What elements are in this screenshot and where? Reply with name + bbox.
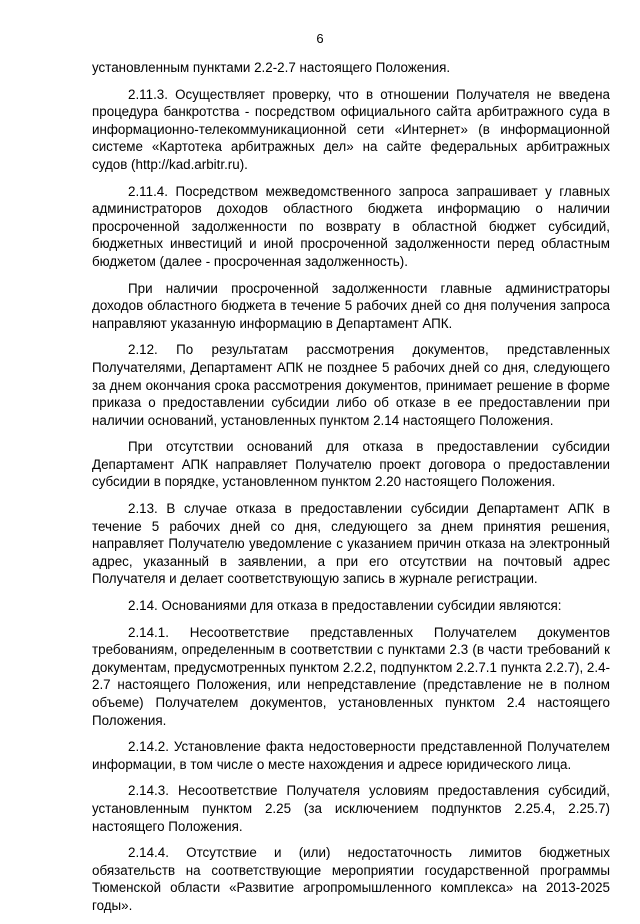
paragraph-2-14-2: 2.14.2. Установление факта недостоверности представленной Получателем информации, в том числе о месте нахождения и адресе юридического лица. (92, 739, 610, 772)
paragraph-2-14: 2.14. Основаниями для отказа в предоставлении субсидии являются: (128, 598, 562, 614)
paragraph-continuation: установленным пунктами 2.2-2.7 настоящего Положения. (92, 60, 451, 75)
paragraph-2-14-3: 2.14.3. Несоответствие Получателя условиям предоставления субсидий, установленным пунктом 2.25 (за исключением подпунктов 2.25.4, 2.25.7) настоящего Положения. (92, 783, 610, 834)
paragraph-2-13: 2.13. В случае отказа в предоставлении субсидии Департамент АПК в течение 5 рабочих дней со дня, следующего за днем принятия решения, направляет Получателю уведомление с указанием причин отказа на электронный адрес, указанный в заявлении, а при его отсутствии на почтовый адрес Получателя и делает соответствующую запись в журнале регистрации. (92, 501, 610, 587)
paragraph-2-11-3: 2.11.3. Осуществляет проверку, что в отношении Получателя не введена процедура банкротства - посредством официального сайта арбитражного суда в информационно-телекоммуникационной сети «Интернет» (в информационной системе «Картотека арбитражных дел» на сайте федеральных арбитражных судов (http://kad.arbitr.ru). (92, 86, 610, 172)
paragraph-overdue-debt: При наличии просроченной задолженности главные администраторы доходов областного бюджета в течение 5 рабочих дней со дня получения запроса направляют указанную информацию в Департамент АПК. (92, 280, 610, 331)
paragraph-2-12: 2.12. По результатам рассмотрения документов, представленных Получателями, Департамент АПК не позднее 5 рабочих дней со дня, следующего за днем окончания срока рассмотрения документов, принимает решение в форме приказа о предоставлении субсидии либо об отказе в ее предоставлении при наличии оснований, установленных пунктом 2.14 настоящего Положения. (92, 342, 610, 428)
document-body (92, 59, 610, 924)
paragraph-no-grounds: При отсутствии оснований для отказа в предоставлении субсидии Департамент АПК направляет Получателю проект договора о предоставлении субсидии в порядке, установленном пунктом 2.20 настоящего Положения. (92, 439, 610, 490)
page-number: 6 (316, 31, 324, 46)
paragraph-2-11-4: 2.11.4. Посредством межведомственного запроса запрашивает у главных администраторов доходов областного бюджета информацию о наличии просроченной задолженности по возврату в областной бюджет субсидий, бюджетных инвестиций и иной просроченной задолженности перед областным бюджетом (далее - просроченная задолженность). (92, 183, 610, 269)
paragraph-2-14-1: 2.14.1. Несоответствие представленных Получателем документов требованиям, определенным в соответствии с пунктами 2.3 (в части требований к документам, предусмотренных пунктом 2.2.2, подпунктом 2.2.7.1 пункта 2.2.7), 2.4-2.7 настоящего Положения, или непредставление (представление не в полном объеме) Получателем документов, установленных пунктом 2.4 настоящего Положения. (92, 624, 610, 728)
paragraph-2-14-4: 2.14.4. Отсутствие и (или) недостаточность лимитов бюджетных обязательств на соответствующие мероприятии государственной программы Тюменской области «Развитие агропромышленного комплекса» на 2013-2025 годы». (92, 845, 610, 913)
